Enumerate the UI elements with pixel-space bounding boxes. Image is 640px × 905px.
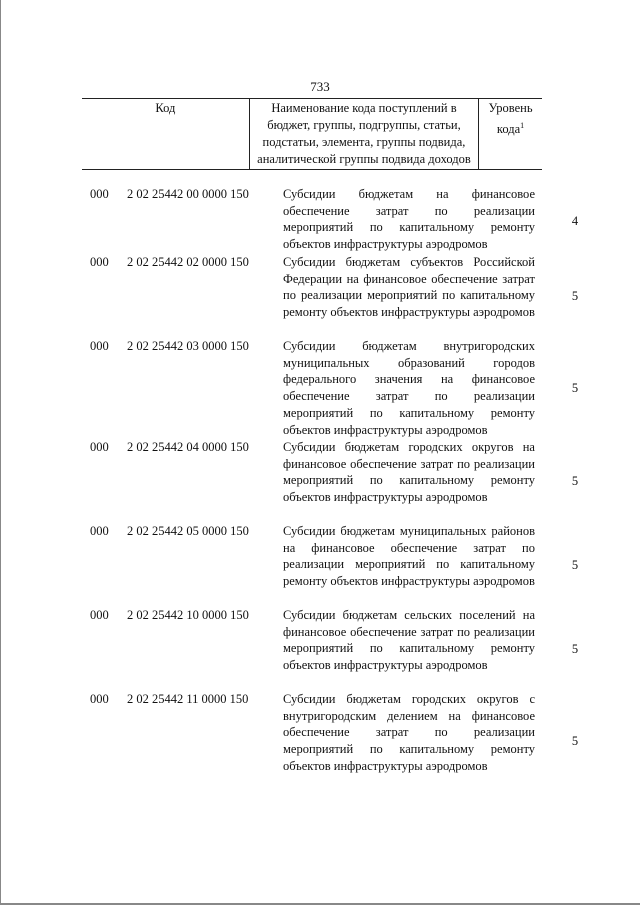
admin-code: 000 <box>90 255 109 269</box>
revenue-code: 2 02 25442 03 0000 150 <box>127 339 249 353</box>
revenue-name: Субсидии бюджетам субъектов Российской Федерации на финансовое обеспечение затрат по реализации мероприятий по капитальному ремонту объектов инфраструктуры аэродромов <box>283 255 535 320</box>
header-level-label: Уровень кода <box>488 101 533 137</box>
revenue-code: 2 02 25442 02 0000 150 <box>127 255 249 269</box>
page-number: 733 <box>310 79 330 94</box>
revenue-name: Субсидии бюджетам сельских поселений на финансовое обеспечение затрат по реализации мероприятий по капитальному ремонту объектов инфраструктуры аэродромов <box>283 608 535 673</box>
revenue-name: Субсидии бюджетам на финансовое обеспечение затрат по реализации мероприятий по капитальному ремонту объектов инфраструктуры аэродромов <box>283 187 535 252</box>
revenue-name: Субсидии бюджетам городских округов на финансовое обеспечение затрат по реализации мероприятий по капитальному ремонту объектов инфраструктуры аэродромов <box>283 440 535 505</box>
page-left-edge <box>0 0 1 905</box>
revenue-code: 2 02 25442 10 0000 150 <box>127 608 249 622</box>
revenue-name: Субсидии бюджетам внутригородских муниципальных образований городов федерального значения на финансовое обеспечение затрат по реализации мероприятий по капитальному ремонту объектов инфраструктуры аэродромов <box>283 339 535 437</box>
admin-code: 000 <box>90 692 109 706</box>
revenue-code: 2 02 25442 05 0000 150 <box>127 524 249 538</box>
footnote-marker: 1 <box>520 121 525 130</box>
revenue-code: 2 02 25442 04 0000 150 <box>127 440 249 454</box>
revenue-code: 2 02 25442 11 0000 150 <box>127 692 249 706</box>
revenue-code: 2 02 25442 00 0000 150 <box>127 187 249 201</box>
admin-code: 000 <box>90 608 109 622</box>
admin-code: 000 <box>90 339 109 353</box>
code-level: 5 <box>571 289 579 303</box>
header-code-label: Код <box>155 101 176 115</box>
table-header <box>82 98 542 170</box>
admin-code: 000 <box>90 524 109 538</box>
code-level: 5 <box>571 734 579 748</box>
revenue-name: Субсидии бюджетам городских округов с внутригородским делением на финансовое обеспечение затрат по реализации мероприятий по капитальному ремонту объектов инфраструктуры аэродромов <box>283 692 535 773</box>
code-level: 5 <box>571 381 579 395</box>
code-level: 5 <box>571 474 579 488</box>
header-name-cell <box>249 99 478 170</box>
code-level: 4 <box>571 214 579 228</box>
admin-code: 000 <box>90 187 109 201</box>
header-name-label: Наименование кода поступлений в бюджет, группы, подгруппы, статьи, подстатьи, элемента, группы подвида, аналитической группы подвида доходов <box>257 101 471 166</box>
code-level: 5 <box>571 642 579 656</box>
header-code-cell <box>82 99 249 170</box>
header-level-cell <box>479 99 542 170</box>
revenue-name: Субсидии бюджетам муниципальных районов на финансовое обеспечение затрат по реализации мероприятий по капитальному ремонту объектов инфраструктуры аэродромов <box>283 524 535 589</box>
admin-code: 000 <box>90 440 109 454</box>
code-level: 5 <box>571 558 579 572</box>
